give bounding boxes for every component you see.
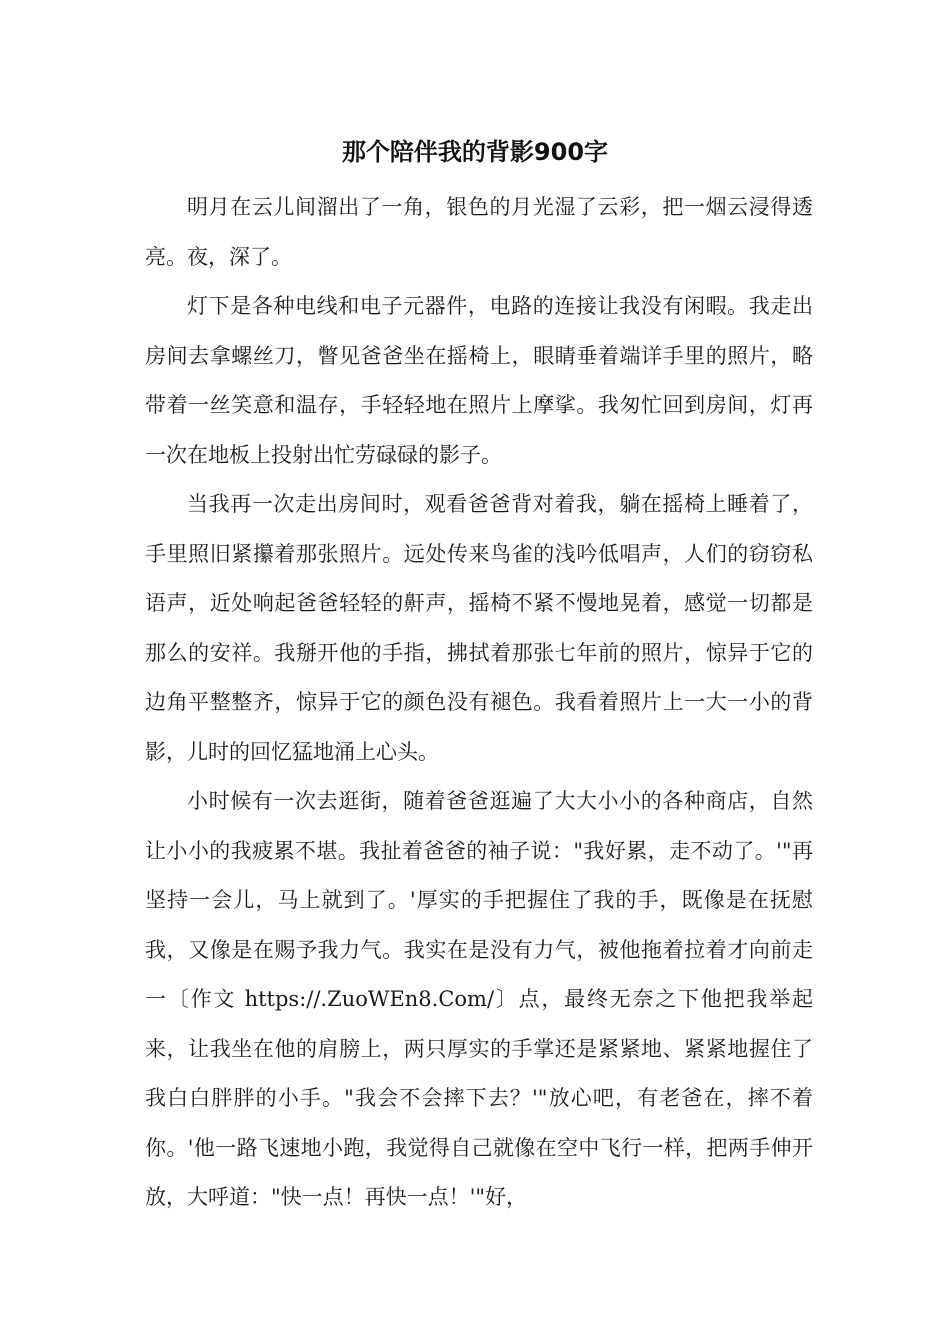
paragraph-2: 灯下是各种电线和电子元器件，电路的连接让我没有闲暇。我走出房间去拿螺丝刀，瞥见爸爸坐在摇椅上，眼睛垂着端详手里的照片，略带着一丝笑意和温存，手轻轻地在照片上摩挲。我匆忙回到房间，灯再一次在地板上投射出忙劳碌碌的影子。 [145,294,813,467]
paragraph-1: 明月在云儿间溜出了一角，银色的月光湿了云彩，把一烟云浸得透亮。夜，深了。 [145,195,813,269]
document-body [145,183,813,1223]
document-title: 那个陪伴我的背影900字 [341,138,609,166]
paragraph-3: 当我再一次走出房间时，观看爸爸背对着我，躺在摇椅上睡着了，手里照旧紧攥着那张照片。远处传来鸟雀的浅吟低唱声，人们的窃窃私语声，近处响起爸爸轻轻的鼾声，摇椅不紧不慢地晃着，感觉一切都是那么的安祥。我掰开他的手指，拂拭着那张七年前的照片，惊异于它的边角平整整齐，惊异于它的颜色没有褪色。我看着照片上一大一小的背影，儿时的回忆猛地涌上心头。 [145,492,813,764]
paragraph-4: 小时候有一次去逛街，随着爸爸逛遍了大大小小的各种商店，自然让小小的我疲累不堪。我扯着爸爸的袖子说："我好累，走不动了。'"再坚持一会儿，马上就到了。'厚实的手把握住了我的手，既像是在抚慰我，又像是在赐予我力气。我实在是没有力气，被他拖着拉着才向前走一〔作文 https://.ZuoWEn8.Com/〕点，最终无奈之下他把我举起来，让我坐在他的肩膀上，两只厚实的手掌还是紧紧地、紧紧地握住了我白白胖胖的小手。"我会不会摔下去？'"放心吧，有老爸在，摔不着你。'他一路飞速地小跑，我觉得自己就像在空中飞行一样，把两手伸开放，大呼道："快一点！再快一点！'"好， [145,789,813,1209]
